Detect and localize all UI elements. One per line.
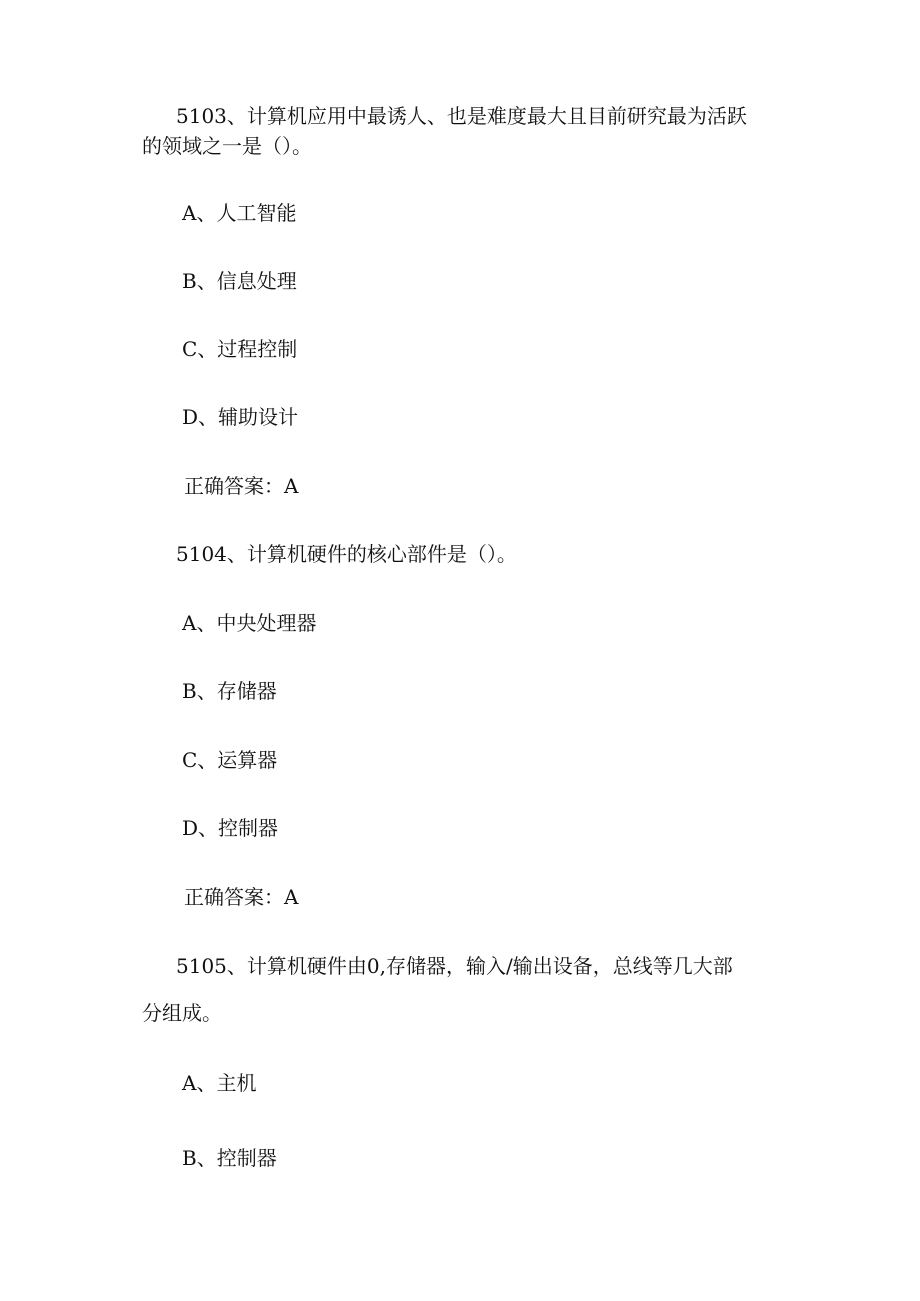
question-5103-option-d: D、辅助设计 [182,405,299,429]
question-5103-option-c: C、过程控制 [182,337,298,361]
question-5105-option-a: A、主机 [182,1071,257,1095]
question-5105-text-line1: 5105、计算机硬件由0,存储器，输入/输出设备，总线等几大部 [176,954,733,978]
question-5105-option-b: B、控制器 [182,1146,277,1170]
question-5103-option-a: A、人工智能 [182,201,297,225]
question-5104-option-d: D、控制器 [182,816,279,840]
question-5105-text-line2: 分组成。 [142,1001,222,1025]
question-5103-option-b: B、信息处理 [182,269,297,293]
question-5103-text-line1: 5103、计算机应用中最诱人、也是难度最大且目前研究最为活跃 [176,104,747,128]
question-5103-answer: 正确答案：A [184,474,299,498]
question-5104-option-b: B、存储器 [182,679,277,703]
question-5104-text: 5104、计算机硬件的核心部件是（）。 [176,542,517,566]
question-5103-text-line2: 的领域之一是（）。 [142,134,312,158]
question-5104-option-c: C、运算器 [182,748,278,772]
question-5104-option-a: A、中央处理器 [182,611,317,635]
question-5104-answer: 正确答案：A [184,885,299,909]
